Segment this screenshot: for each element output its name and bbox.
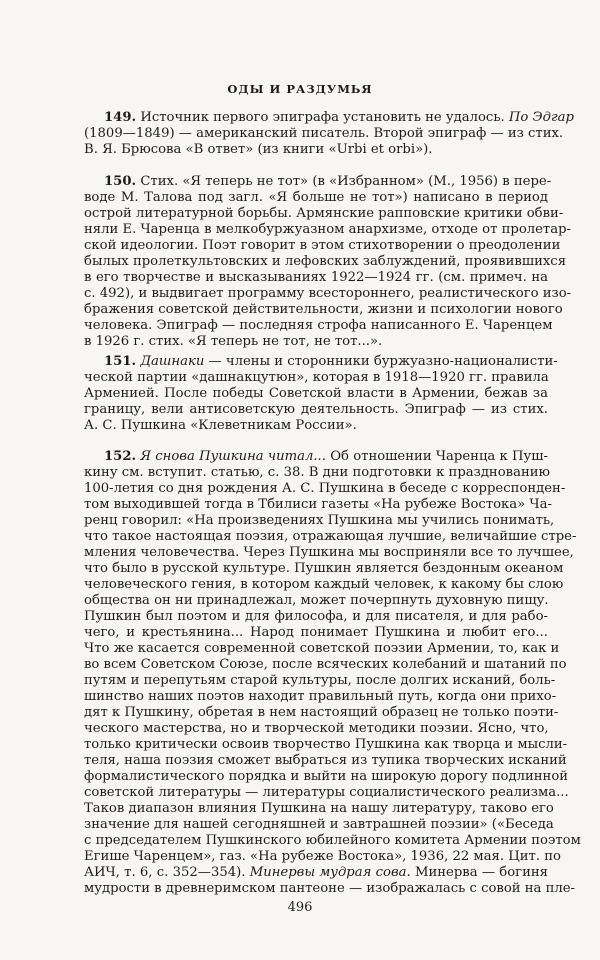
text-run: формалистического порядка и выйти на широкую дорогу подлинной [84,769,569,784]
text-run: былых пролеткультовских и лефовских заблуждений, проявившихся [84,254,567,269]
note-line [84,641,560,657]
note-number: 152. [104,449,137,464]
note-line [84,386,548,402]
text-run: няли Е. Чаренца в мелкобуржуазном анархизме, отходе от пролетар- [84,222,571,237]
text-run: Источник первого эпиграфа установить не удалось. [140,110,509,125]
text-run: значение для нашей сегодняшней и завтрашней поэзии» («Беседа [84,817,554,832]
text-run: теля, наша поэзия сможет выбраться из тупика творческих исканий [84,753,567,768]
text-run: АИЧ, т. 6, с. 352—354). [84,865,250,880]
note-line [84,174,552,190]
note-line [84,481,566,497]
note-line [84,881,576,897]
text-run: Стих. «Я теперь не тот» (в «Избранном» (М., 1956) в пере- [140,174,552,189]
text-run: 100-летия со дня рождения А. С. Пушкина в беседе с корреспонден- [84,481,566,496]
text-run: человека. Эпиграф — последняя строфа написанного Е. Чаренцем [84,318,553,333]
note-line [84,577,564,593]
note-line [84,334,548,350]
note-line [84,625,548,641]
text-run: мудрости в древнеримском пантеоне — изображалась с совой на пле- [84,881,576,896]
text-run: Таков диапазон влияния Пушкина на нашу литературу, таково его [84,801,554,816]
note-line [84,418,548,434]
text-run: ской идеологии. Поэт говорит в этом стихотворении о преодолении [84,238,561,253]
note-line [84,126,564,142]
note-line [84,769,569,785]
note-line [84,190,548,206]
note-line [84,689,557,705]
text-run: Минерва — богиня [410,865,548,880]
italic-text: Дашнаки [140,354,205,369]
note-line [84,817,554,833]
text-run: Об отношении Чаренца к Пуш- [325,449,549,464]
page-number: 496 [287,900,313,915]
note-line [84,142,548,158]
italic-text: Минервы мудрая сова. [249,865,411,880]
note-line [84,206,564,222]
text-run: ческой партии «дашнакцутюн», которая в 1918—1920 гг. правила [84,370,549,385]
text-run: воде М. Талова под загл. «Я больше не тот») написано в период [84,190,548,205]
text-run: Арменией. После победы Советской власти в Армении, бежав за [84,386,548,401]
note-line [84,513,555,529]
text-run: В. Я. Брюсова «В ответ» (из книги «Urbi et orbi»). [84,142,433,157]
note-line [84,254,567,270]
note-line [84,657,567,673]
text-run: человеческого гения, в котором каждый человек, к какому бы слою [84,577,564,592]
text-run: Пушкин был поэтом и для философа, и для писателя, и для рабо- [84,609,548,624]
note-line [84,865,548,881]
note-line [84,222,571,238]
text-run: шинство наших поэтов находит правильный путь, когда они прихо- [84,689,557,704]
text-run: бражения советской действительности, жизни и психологии нового [84,302,563,317]
text-run: острой литературной борьбы. Армянские рапповские критики обви- [84,206,564,221]
text-run: путям и перепутьям старой культуры, после долгих исканий, боль- [84,673,556,688]
note-line [84,529,577,545]
text-run: А. С. Пушкина «Клеветникам России». [84,418,357,433]
note-line [84,801,554,817]
text-run: чего, и крестьянина... Народ понимает Пушкина и любит его... [84,625,548,640]
text-run: общества он ни принадлежал, может почерпнуть духовную пищу. [84,593,549,608]
note-149 [84,110,574,158]
text-run: дят к Пушкину, обретая в нем настоящий образец не только поэти- [84,705,559,720]
note-line [84,238,561,254]
text-run: что такое настоящая поэзия, отражающая лучшие, величайшие стре- [84,529,577,544]
text-run: Егише Чаренцем», газ. «На рубеже Востока», 1936, 22 мая. Цит. по [84,849,561,864]
text-run: — члены и сторонники буржуазно-националисти- [204,354,558,369]
text-run: советской литературы — литературы социалистического реализма... [84,785,569,800]
note-line [84,561,564,577]
text-run: ренц говорил: «На произведениях Пушкина мы учились понимать, [84,513,555,528]
note-line [84,849,561,865]
text-run: кину см. вступит. статью, с. 38. В дни подготовки к празднованию [84,465,551,480]
note-151 [84,354,558,434]
note-number: 149. [104,110,137,125]
note-line [84,318,553,334]
note-line [84,737,568,753]
text-run: в его творчестве и высказываниях 1922—1924 гг. (см. примеч. на [84,270,548,285]
note-152 [84,449,581,897]
text-run: ческого мастерства, но и творческой методики поэзии. Ясно, что, [84,721,549,736]
note-line [84,705,559,721]
section-title: ОДЫ И РАЗДУМЬЯ [227,82,373,96]
note-line [84,370,548,386]
note-line [84,402,548,418]
note-line [84,286,572,302]
note-line [84,270,548,286]
note-line [84,354,558,370]
note-line [84,449,548,465]
text-run: (1809—1849) — американский писатель. Второй эпиграф — из стих. [84,126,564,141]
text-run: том выходившей тогда в Тбилиси газеты «На рубеже Востока» Ча- [84,497,552,512]
text-run: мления человечества. Через Пушкина мы восприняли все то лучшее, [84,545,574,560]
note-line [84,302,563,318]
text-run: границу, вели антисоветскую деятельность. Эпиграф — из стих. [84,402,548,417]
text-run: с председателем Пушкинского юбилейного комитета Армении поэтом [84,833,581,848]
note-line [84,753,567,769]
note-number: 150. [104,174,137,189]
note-line [84,593,548,609]
note-line [84,785,569,801]
note-line [84,673,556,689]
note-number: 151. [104,354,137,369]
text-run: только критически освоив творчество Пушкина как творца и мысли- [84,737,568,752]
text-run: во всем Советском Союзе, после всяческих колебаний и шатаний по [84,657,567,672]
italic-text: Я снова Пушкина читал... [140,449,326,464]
note-line [84,609,548,625]
note-line [84,721,548,737]
note-line [84,465,551,481]
italic-text: По Эдгар [508,110,574,125]
note-150 [84,174,572,350]
text-run: в 1926 г. стих. «Я теперь не тот, не тот...». [84,334,383,349]
note-line [84,110,574,126]
note-line [84,497,552,513]
note-line [84,545,574,561]
text-run: что было в русской культуре. Пушкин является бездонным океаном [84,561,564,576]
text-run: с. 492), и выдвигает программу всестороннего, реалистического изо- [84,286,572,301]
note-line [84,833,581,849]
text-run: Что же касается современной советской поэзии Армении, то, как и [84,641,560,656]
